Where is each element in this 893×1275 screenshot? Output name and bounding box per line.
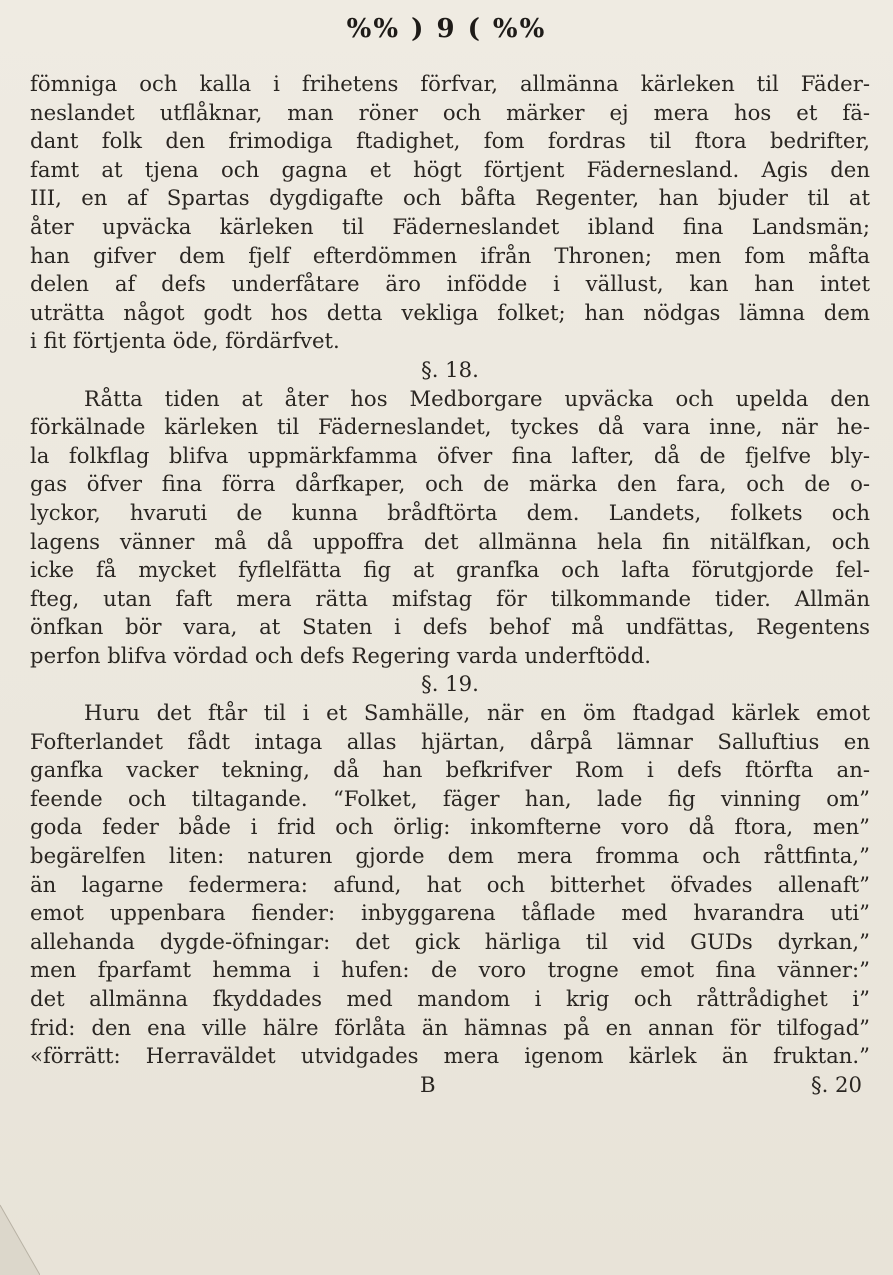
- text-line: än lagarne federmera: afund, hat och bitterhet öfvades allenaft”: [30, 871, 870, 897]
- text-line: åter upväcka kärleken til Fäderneslandet ibland fina Landsmän;: [30, 213, 870, 239]
- text-line: uträtta något godt hos detta vekliga folket; han nödgas lämna dem: [30, 299, 870, 325]
- text-line: «förrätt: Herraväldet utvidgades mera igenom kärlek än fruktan.”: [30, 1043, 870, 1069]
- text-line: han gifver dem fjelf efterdömmen ifrån Thronen; men fom måfta: [30, 242, 870, 268]
- text-line: önfkan bör vara, at Staten i defs behof må undfättas, Regentens: [30, 614, 870, 640]
- text-line: fteg, utan faft mera rätta mifstag för tilkommande tider. Allmän: [30, 585, 870, 611]
- text-line: Fofterlandet fådt intaga allas hjärtan, dårpå lämnar Salluftius en: [30, 728, 870, 754]
- page-corner-fold: [0, 1195, 40, 1275]
- section-heading: §. 19.: [421, 671, 479, 697]
- page-header: %% ) 9 ( %%: [346, 14, 547, 44]
- text-line: Huru det ftår til i et Samhälle, när en öm ftadgad kärlek emot: [84, 700, 870, 726]
- section-heading: §. 18.: [421, 356, 479, 382]
- text-line: icke få mycket fyflelfätta fig at granfka och lafta förutgjorde fel-: [30, 557, 870, 583]
- text-line: Råtta tiden at åter hos Medborgare upväcka och upelda den: [84, 385, 870, 411]
- text-line: famt at tjena och gagna et högt förtjent Fädernesland. Agis den: [30, 156, 870, 182]
- text-line: neslandet utflåknar, man röner och märker ej mera hos et fä-: [30, 99, 870, 125]
- text-line: gas öfver fina förra dårfkaper, och de märka den fara, och de o-: [30, 471, 870, 497]
- text-line: perfon blifva vördad och defs Regering varda underftödd.: [30, 642, 651, 668]
- text-line: begärelfen liten: naturen gjorde dem mera fromma och råttfinta,”: [30, 843, 870, 869]
- text-line: allehanda dygde-öfningar: det gick härliga til vid GUDs dyrkan,”: [30, 928, 870, 954]
- text-line: delen af defs underfåtare äro infödde i vällust, kan han intet: [30, 271, 870, 297]
- text-line: dant folk den frimodiga ftadighet, fom fordras til ftora bedrifter,: [30, 128, 870, 154]
- catchword: §. 20: [810, 1071, 862, 1097]
- text-line: lyckor, hvaruti de kunna brådftörta dem. Landets, folkets och: [30, 499, 870, 525]
- text-line: förkälnade kärleken til Fäderneslandet, tyckes då vara inne, när he-: [30, 414, 870, 440]
- text-line: III, en af Spartas dygdigafte och båfta Regenter, han bjuder til at: [30, 185, 870, 211]
- signature-mark: B: [420, 1071, 436, 1097]
- body-text: [30, 70, 870, 1099]
- text-line: ganfka vacker tekning, då han befkrifver Rom i defs ftörfta an-: [30, 757, 870, 783]
- text-line: lagens vänner må då uppoffra det allmänna hela fin nitälfkan, och: [30, 528, 870, 554]
- text-line: i fit förtjenta öde, fördärfvet.: [30, 328, 340, 354]
- page-footer: [30, 1071, 870, 1100]
- text-line: frid: den ena ville hälre förlåta än hämnas på en annan för tilfogad”: [30, 1014, 870, 1040]
- text-line: emot uppenbara fiender: inbyggarena tåflade med hvarandra uti”: [30, 900, 870, 926]
- text-line: men fparfamt hemma i hufen: de voro trogne emot fina vänner:”: [30, 957, 870, 983]
- text-line: fömniga och kalla i frihetens förfvar, allmänna kärleken til Fäder-: [30, 71, 870, 96]
- text-line: goda feder både i frid och örlig: inkomfterne voro då ftora, men”: [30, 814, 870, 840]
- text-line: feende och tiltagande. “Folket, fäger han, lade fig vinning om”: [30, 785, 870, 811]
- text-line: la folkflag blifva uppmärkfamma öfver fina lafter, då de fjelfve bly-: [30, 442, 870, 468]
- text-line: det allmänna fkyddades med mandom i krig och råttrådighet i”: [30, 986, 870, 1011]
